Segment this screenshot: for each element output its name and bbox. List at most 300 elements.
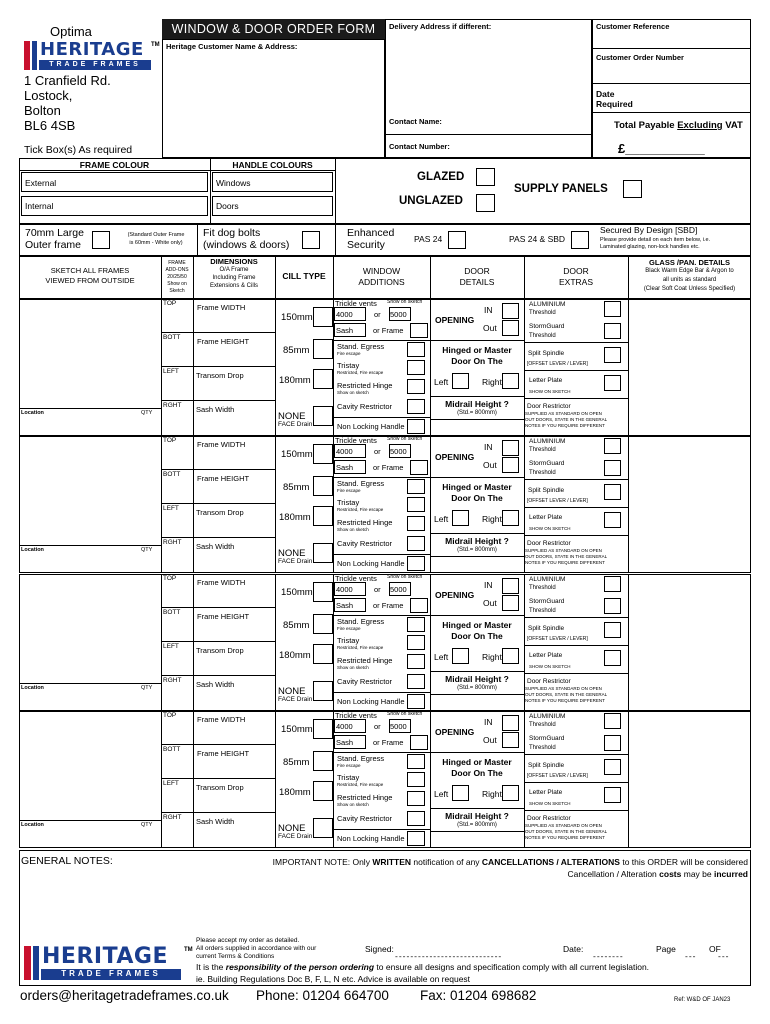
hinge-left-checkbox[interactable] bbox=[452, 373, 469, 389]
cill-none-checkbox[interactable] bbox=[313, 406, 333, 426]
right-label: Right bbox=[482, 652, 502, 662]
hinge-left-checkbox[interactable] bbox=[452, 785, 469, 801]
divider bbox=[333, 554, 430, 555]
stormguard-checkbox[interactable] bbox=[604, 735, 621, 751]
door-restrictor-label: Door Restrictor bbox=[527, 540, 571, 547]
divider bbox=[193, 332, 275, 333]
or-label: or bbox=[374, 722, 381, 731]
divider bbox=[161, 607, 193, 608]
divider bbox=[193, 641, 275, 642]
cill-none-checkbox[interactable] bbox=[313, 681, 333, 701]
non-locking-handle-label: Non Locking Handle bbox=[337, 559, 405, 568]
frame-width-label: Frame WIDTH bbox=[197, 440, 246, 449]
out-label: Out bbox=[483, 598, 497, 608]
split-spindle-label: Split Spindle bbox=[528, 487, 565, 494]
doors-label: Doors bbox=[216, 201, 239, 211]
opening-in-checkbox[interactable] bbox=[502, 578, 519, 594]
cavity-restrictor-label: Cavity Restrictor bbox=[337, 539, 393, 548]
cill-85-checkbox[interactable] bbox=[313, 751, 333, 771]
date-line[interactable]: -------- bbox=[593, 951, 624, 961]
letter-plate-label: Letter Plate bbox=[529, 377, 563, 384]
cavity-restrictor-checkbox[interactable] bbox=[407, 536, 425, 551]
threshold-label: Threshold bbox=[529, 585, 556, 591]
total-payable-label: Total Payable Excluding VAT bbox=[614, 120, 743, 131]
stormguard-label: StormGuard bbox=[529, 323, 565, 330]
hinge-left-checkbox[interactable] bbox=[452, 648, 469, 664]
sketch-area-4[interactable] bbox=[19, 711, 161, 820]
glazed-checkbox[interactable] bbox=[476, 168, 495, 186]
column-divider bbox=[161, 574, 162, 711]
frame-vent-checkbox[interactable] bbox=[410, 460, 428, 475]
non-locking-handle-checkbox[interactable] bbox=[407, 419, 425, 434]
stand-egress-checkbox[interactable] bbox=[407, 617, 425, 632]
divider bbox=[193, 812, 275, 813]
restricted-hinge-checkbox[interactable] bbox=[407, 516, 425, 531]
split-spindle-checkbox[interactable] bbox=[604, 484, 621, 500]
stormguard-checkbox[interactable] bbox=[604, 460, 621, 476]
tristay-checkbox[interactable] bbox=[407, 360, 425, 375]
door-restrictor-label: Door Restrictor bbox=[527, 403, 571, 410]
opening-label: OPENING bbox=[435, 590, 475, 600]
side-label: TOP bbox=[163, 575, 177, 582]
stand-egress-checkbox[interactable] bbox=[407, 754, 425, 769]
sash-label: Sash bbox=[336, 326, 354, 335]
side-label: RGHT bbox=[163, 539, 182, 546]
restricted-hinge-checkbox[interactable] bbox=[407, 654, 425, 669]
hinge-right-checkbox[interactable] bbox=[502, 648, 519, 664]
divider bbox=[333, 752, 430, 753]
cill-none-checkbox[interactable] bbox=[313, 818, 333, 838]
door-details-header: DOOR DETAILS bbox=[459, 266, 495, 287]
divider bbox=[333, 417, 430, 418]
trickle-vents-label: Trickle vents bbox=[335, 711, 377, 720]
midrail-std-note: (Std.= 800mm) bbox=[457, 410, 497, 416]
divider bbox=[430, 694, 524, 695]
windows-label: Windows bbox=[216, 178, 251, 188]
brand-name: Optima bbox=[50, 24, 92, 39]
letter-plate-label: Letter Plate bbox=[529, 789, 563, 796]
total-payable-field[interactable]: £___________ bbox=[618, 141, 705, 156]
cill-85-checkbox[interactable] bbox=[313, 339, 333, 359]
divider bbox=[524, 810, 628, 811]
location-label: Location bbox=[21, 547, 44, 553]
letter-plate-checkbox[interactable] bbox=[604, 512, 621, 528]
show-on-sketch-note: Show on sketch bbox=[387, 711, 423, 717]
in-label: IN bbox=[484, 580, 493, 590]
offset-lever-note: [OFFSET LEVER / LEVER] bbox=[527, 498, 588, 504]
non-locking-handle-checkbox[interactable] bbox=[407, 831, 425, 846]
tristay-label: Tristay bbox=[337, 636, 360, 645]
midrail-std-note: (Std.= 800mm) bbox=[457, 685, 497, 691]
cill-150-checkbox[interactable] bbox=[313, 444, 333, 464]
location-label: Location bbox=[21, 685, 44, 691]
customer-order-label: Customer Order Number bbox=[596, 53, 684, 62]
sketch-area-2[interactable] bbox=[19, 436, 161, 545]
form-title: WINDOW & DOOR ORDER FORM bbox=[162, 19, 385, 39]
cill-150-checkbox[interactable] bbox=[313, 307, 333, 327]
of-label: OF bbox=[709, 944, 721, 954]
email-address[interactable]: orders@heritagetradeframes.co.uk bbox=[20, 988, 229, 1003]
out-label: Out bbox=[483, 323, 497, 333]
hinge-left-checkbox[interactable] bbox=[452, 510, 469, 526]
contact-name-label: Contact Name: bbox=[389, 117, 442, 126]
frame-width-label: Frame WIDTH bbox=[197, 715, 246, 724]
aluminium-label: ALUMINIUM bbox=[529, 713, 566, 720]
show-on-sketch-note: SHOW ON SKETCH bbox=[529, 526, 571, 531]
hinged-label: Hinged or Master Door On The bbox=[442, 757, 512, 778]
divider bbox=[430, 533, 524, 534]
threshold-label: Threshold bbox=[529, 447, 556, 453]
cill-85-label: 85mm bbox=[283, 482, 310, 493]
frame-vent-checkbox[interactable] bbox=[410, 323, 428, 338]
sash-label: Sash bbox=[336, 738, 354, 747]
aluminium-threshold-checkbox[interactable] bbox=[604, 438, 621, 454]
pas24-sbd-checkbox[interactable] bbox=[571, 231, 589, 249]
vent-4000-label: 4000 bbox=[336, 310, 353, 319]
midrail-label: Midrail Height ? bbox=[445, 811, 509, 821]
supply-panels-checkbox[interactable] bbox=[623, 180, 642, 198]
divider bbox=[430, 752, 524, 753]
threshold-label: Threshold bbox=[529, 470, 556, 476]
split-spindle-checkbox[interactable] bbox=[604, 759, 621, 775]
non-locking-handle-checkbox[interactable] bbox=[407, 556, 425, 571]
signed-label: Signed: bbox=[365, 944, 394, 954]
divider bbox=[524, 479, 628, 480]
stormguard-label: StormGuard bbox=[529, 735, 565, 742]
glass-details-field-4[interactable] bbox=[629, 712, 750, 847]
tristay-checkbox[interactable] bbox=[407, 635, 425, 650]
or-frame-label: or Frame bbox=[373, 738, 404, 747]
divider bbox=[430, 396, 524, 397]
left-label: Left bbox=[434, 789, 449, 799]
out-label: Out bbox=[483, 735, 497, 745]
door-restrictor-note: SUPPLIED AS STANDARD ON OPEN OUT DOORS, STATE IN THE GENERAL NOTES IF YOU REQUIRE DIFFERENT bbox=[525, 548, 608, 565]
stand-egress-label: Stand. Egress bbox=[337, 479, 385, 488]
threshold-label: Threshold bbox=[529, 722, 556, 728]
cill-none-checkbox[interactable] bbox=[313, 543, 333, 563]
divider bbox=[430, 671, 524, 672]
column-divider bbox=[275, 574, 276, 711]
divider bbox=[19, 408, 161, 409]
transom-drop-label: Transom Drop bbox=[196, 783, 244, 792]
cill-85-checkbox[interactable] bbox=[313, 476, 333, 496]
fax-number: Fax: 01204 698682 bbox=[420, 988, 537, 1003]
divider bbox=[161, 744, 193, 745]
split-spindle-checkbox[interactable] bbox=[604, 347, 621, 363]
hinge-right-checkbox[interactable] bbox=[502, 510, 519, 526]
hinge-right-checkbox[interactable] bbox=[502, 373, 519, 389]
stormguard-label: StormGuard bbox=[529, 598, 565, 605]
face-drain-label: FACE Drain bbox=[278, 696, 313, 703]
divider bbox=[161, 469, 193, 470]
aluminium-label: ALUMINIUM bbox=[529, 301, 566, 308]
show-on-sketch-note: SHOW ON SKETCH bbox=[529, 664, 571, 669]
dimensions-header: DIMENSIONS O/A Frame Including Frame Extensions & Cills bbox=[209, 257, 259, 289]
letter-plate-checkbox[interactable] bbox=[604, 787, 621, 803]
customer-name-field[interactable] bbox=[162, 39, 385, 158]
divider bbox=[333, 340, 430, 341]
large-frame-label: 70mm Large Outer frame bbox=[25, 227, 84, 251]
cill-150-label: 150mm bbox=[281, 449, 313, 460]
divider bbox=[161, 400, 193, 401]
divider bbox=[430, 340, 524, 341]
fire-escape-note: Fire escape bbox=[337, 351, 361, 356]
divider bbox=[430, 477, 524, 478]
divider bbox=[193, 607, 275, 608]
right-label: Right bbox=[482, 514, 502, 524]
glazed-label: GLAZED bbox=[417, 171, 465, 183]
door-extras-header: DOOR EXTRAS bbox=[558, 266, 593, 287]
midrail-label: Midrail Height ? bbox=[445, 399, 509, 409]
fit-dog-bolts-checkbox[interactable] bbox=[302, 231, 320, 249]
frame-vent-checkbox[interactable] bbox=[410, 598, 428, 613]
internal-label: Internal bbox=[25, 201, 54, 211]
threshold-label: Threshold bbox=[529, 745, 556, 751]
non-locking-handle-checkbox[interactable] bbox=[407, 694, 425, 709]
side-label: BOTT bbox=[163, 471, 181, 478]
customer-reference-label: Customer Reference bbox=[596, 22, 670, 31]
threshold-label: Threshold bbox=[529, 608, 556, 614]
tristay-checkbox[interactable] bbox=[407, 497, 425, 512]
tristay-checkbox[interactable] bbox=[407, 772, 425, 787]
cavity-restrictor-checkbox[interactable] bbox=[407, 811, 425, 826]
stand-egress-label: Stand. Egress bbox=[337, 617, 385, 626]
cavity-restrictor-checkbox[interactable] bbox=[407, 674, 425, 689]
divider bbox=[333, 477, 430, 478]
qty-label: QTY bbox=[141, 547, 153, 553]
stand-egress-checkbox[interactable] bbox=[407, 479, 425, 494]
divider bbox=[161, 332, 193, 333]
side-label: TOP bbox=[163, 712, 177, 719]
show-on-sketch-note: SHOW ON SKETCH bbox=[529, 389, 571, 394]
column-divider bbox=[193, 711, 194, 848]
restricted-hinge-checkbox[interactable] bbox=[407, 791, 425, 806]
cill-85-label: 85mm bbox=[283, 757, 310, 768]
or-frame-label: or Frame bbox=[373, 601, 404, 610]
restricted-hinge-label: Restricted Hinge bbox=[337, 381, 393, 390]
signed-line[interactable]: ---------------------------- bbox=[395, 951, 503, 961]
cill-150-checkbox[interactable] bbox=[313, 582, 333, 602]
frame-height-label: Frame HEIGHT bbox=[197, 337, 250, 346]
left-label: Left bbox=[434, 514, 449, 524]
stormguard-checkbox[interactable] bbox=[604, 323, 621, 339]
cill-150-checkbox[interactable] bbox=[313, 719, 333, 739]
opening-label: OPENING bbox=[435, 727, 475, 737]
divider bbox=[524, 645, 628, 646]
fire-escape-note: Fire escape bbox=[337, 488, 361, 493]
divider bbox=[430, 808, 524, 809]
cavity-restrictor-label: Cavity Restrictor bbox=[337, 402, 393, 411]
midrail-label: Midrail Height ? bbox=[445, 674, 509, 684]
cill-180-checkbox[interactable] bbox=[313, 781, 333, 801]
delivery-label: Delivery Address if different: bbox=[389, 22, 492, 31]
window-additions-header: WINDOW ADDITIONS bbox=[358, 266, 405, 287]
opening-in-checkbox[interactable] bbox=[502, 440, 519, 456]
letter-plate-label: Letter Plate bbox=[529, 514, 563, 521]
show-on-sketch-note: Show on sketch bbox=[337, 665, 369, 670]
cill-180-label: 180mm bbox=[279, 375, 311, 386]
supply-panels-label: SUPPLY PANELS bbox=[514, 183, 608, 195]
divider bbox=[193, 469, 275, 470]
page-line[interactable]: --- bbox=[685, 951, 697, 961]
show-on-sketch-note: Show on sketch bbox=[337, 390, 369, 395]
transom-drop-label: Transom Drop bbox=[196, 646, 244, 655]
cill-180-label: 180mm bbox=[279, 650, 311, 661]
side-label: RGHT bbox=[163, 814, 182, 821]
divider bbox=[333, 829, 430, 830]
frame-colour-title: FRAME COLOUR bbox=[79, 160, 150, 170]
threshold-label: Threshold bbox=[529, 310, 556, 316]
column-divider bbox=[161, 436, 162, 573]
opening-out-checkbox[interactable] bbox=[502, 732, 519, 748]
tristay-label: Tristay bbox=[337, 498, 360, 507]
sketch-area-3[interactable] bbox=[19, 574, 161, 683]
frame-height-label: Frame HEIGHT bbox=[197, 749, 250, 758]
side-label: RGHT bbox=[163, 402, 182, 409]
cavity-restrictor-checkbox[interactable] bbox=[407, 399, 425, 414]
customer-name-label: Heritage Customer Name & Address: bbox=[166, 42, 298, 51]
unglazed-label: UNGLAZED bbox=[399, 195, 463, 207]
left-label: Left bbox=[434, 652, 449, 662]
divider bbox=[161, 675, 193, 676]
restricted-fire-note: Restricted, Fire escape bbox=[337, 370, 384, 375]
opening-out-checkbox[interactable] bbox=[502, 320, 519, 336]
restricted-hinge-checkbox[interactable] bbox=[407, 379, 425, 394]
divider bbox=[161, 778, 193, 779]
divider bbox=[524, 535, 628, 536]
side-label: BOTT bbox=[163, 746, 181, 753]
divider bbox=[333, 692, 430, 693]
split-spindle-checkbox[interactable] bbox=[604, 622, 621, 638]
vent-4000-label: 4000 bbox=[336, 722, 353, 731]
midrail-std-note: (Std.= 800mm) bbox=[457, 547, 497, 553]
opening-out-checkbox[interactable] bbox=[502, 457, 519, 473]
trickle-vents-label: Trickle vents bbox=[335, 436, 377, 445]
sketch-header: SKETCH ALL FRAMES VIEWED FROM OUTSIDE bbox=[45, 266, 135, 285]
column-divider bbox=[193, 436, 194, 573]
divider bbox=[19, 820, 161, 821]
general-notes-label: GENERAL NOTES: bbox=[21, 855, 113, 867]
side-label: BOTT bbox=[163, 609, 181, 616]
glass-details-field-3[interactable] bbox=[629, 575, 750, 710]
accept-note: Please accept my order as detailed. All orders supplied in accordance with our current Terms & Conditions bbox=[196, 937, 317, 960]
hinged-label: Hinged or Master Door On The bbox=[442, 482, 512, 503]
trickle-vents-label: Trickle vents bbox=[335, 299, 377, 308]
letter-plate-checkbox[interactable] bbox=[604, 650, 621, 666]
vent-5000-label: 5000 bbox=[390, 722, 407, 731]
sbd-title: Secured By Design [SBD] bbox=[600, 225, 698, 235]
cill-180-checkbox[interactable] bbox=[313, 644, 333, 664]
vent-5000-label: 5000 bbox=[390, 585, 407, 594]
aluminium-threshold-checkbox[interactable] bbox=[604, 301, 621, 317]
tick-boxes-note: Tick Box(s) As required bbox=[24, 144, 133, 156]
transom-drop-label: Transom Drop bbox=[196, 371, 244, 380]
cill-180-label: 180mm bbox=[279, 787, 311, 798]
divider bbox=[524, 370, 628, 371]
aluminium-threshold-checkbox[interactable] bbox=[604, 713, 621, 729]
column-divider bbox=[275, 299, 276, 436]
restricted-fire-note: Restricted, Fire escape bbox=[337, 782, 384, 787]
or-label: or bbox=[374, 447, 381, 456]
in-label: IN bbox=[484, 305, 493, 315]
hinge-right-checkbox[interactable] bbox=[502, 785, 519, 801]
large-frame-checkbox[interactable] bbox=[92, 231, 110, 249]
large-frame-note: (Standard Outer Frame is 60mm - White only) bbox=[127, 232, 185, 246]
cill-85-label: 85mm bbox=[283, 345, 310, 356]
stand-egress-checkbox[interactable] bbox=[407, 342, 425, 357]
glass-details-header: GLASS /PAN. DETAILS Black Warm Edge Bar & Argon to all units as standard (Clear Soft Coat Unless Specified) bbox=[643, 258, 736, 292]
stormguard-checkbox[interactable] bbox=[604, 598, 621, 614]
offset-lever-note: [OFFSET LEVER / LEVER] bbox=[527, 361, 588, 367]
right-label: Right bbox=[482, 789, 502, 799]
column-divider bbox=[193, 574, 194, 711]
glass-details-field-1[interactable] bbox=[629, 300, 750, 435]
or-label: or bbox=[374, 585, 381, 594]
cill-150-label: 150mm bbox=[281, 724, 313, 735]
frame-vent-checkbox[interactable] bbox=[410, 735, 428, 750]
divider bbox=[193, 778, 275, 779]
hinged-label: Hinged or Master Door On The bbox=[442, 345, 512, 366]
column-divider bbox=[161, 711, 162, 848]
in-label: IN bbox=[484, 442, 493, 452]
sash-width-label: Sash Width bbox=[196, 405, 235, 414]
glass-details-field-2[interactable] bbox=[629, 437, 750, 572]
or-frame-label: or Frame bbox=[373, 463, 404, 472]
divider bbox=[524, 507, 628, 508]
right-label: Right bbox=[482, 377, 502, 387]
frame-width-label: Frame WIDTH bbox=[197, 578, 246, 587]
aluminium-threshold-checkbox[interactable] bbox=[604, 576, 621, 592]
sbd-note: Please provide detail on each item below, i.e. Laminated glazing, non-lock handles etc. bbox=[600, 237, 711, 250]
restricted-hinge-label: Restricted Hinge bbox=[337, 656, 393, 665]
door-restrictor-label: Door Restrictor bbox=[527, 678, 571, 685]
cill-85-checkbox[interactable] bbox=[313, 614, 333, 634]
qty-label: QTY bbox=[141, 822, 153, 828]
stand-egress-label: Stand. Egress bbox=[337, 754, 385, 763]
opening-in-checkbox[interactable] bbox=[502, 303, 519, 319]
aluminium-label: ALUMINIUM bbox=[529, 576, 566, 583]
opening-in-checkbox[interactable] bbox=[502, 715, 519, 731]
letter-plate-checkbox[interactable] bbox=[604, 375, 621, 391]
sash-width-label: Sash Width bbox=[196, 817, 235, 826]
date-label: Date: bbox=[563, 944, 584, 954]
date-required-label: Date Required bbox=[596, 89, 633, 109]
cill-none-label: NONE bbox=[278, 823, 306, 834]
pas24-checkbox[interactable] bbox=[448, 231, 466, 249]
cill-180-checkbox[interactable] bbox=[313, 506, 333, 526]
divider bbox=[161, 641, 193, 642]
pas24-label: PAS 24 bbox=[414, 234, 443, 244]
sketch-area-1[interactable] bbox=[19, 299, 161, 408]
face-drain-label: FACE Drain bbox=[278, 558, 313, 565]
cill-180-checkbox[interactable] bbox=[313, 369, 333, 389]
sash-width-label: Sash Width bbox=[196, 680, 235, 689]
delivery-address-field[interactable] bbox=[385, 19, 592, 158]
unglazed-checkbox[interactable] bbox=[476, 194, 495, 212]
divider bbox=[193, 503, 275, 504]
divider bbox=[161, 366, 193, 367]
divider bbox=[193, 366, 275, 367]
in-label: IN bbox=[484, 717, 493, 727]
left-label: Left bbox=[434, 377, 449, 387]
divider bbox=[193, 675, 275, 676]
qty-label: QTY bbox=[141, 410, 153, 416]
of-line[interactable]: --- bbox=[718, 951, 730, 961]
opening-out-checkbox[interactable] bbox=[502, 595, 519, 611]
non-locking-handle-label: Non Locking Handle bbox=[337, 697, 405, 706]
side-label: LEFT bbox=[163, 780, 179, 787]
side-label: RGHT bbox=[163, 677, 182, 684]
